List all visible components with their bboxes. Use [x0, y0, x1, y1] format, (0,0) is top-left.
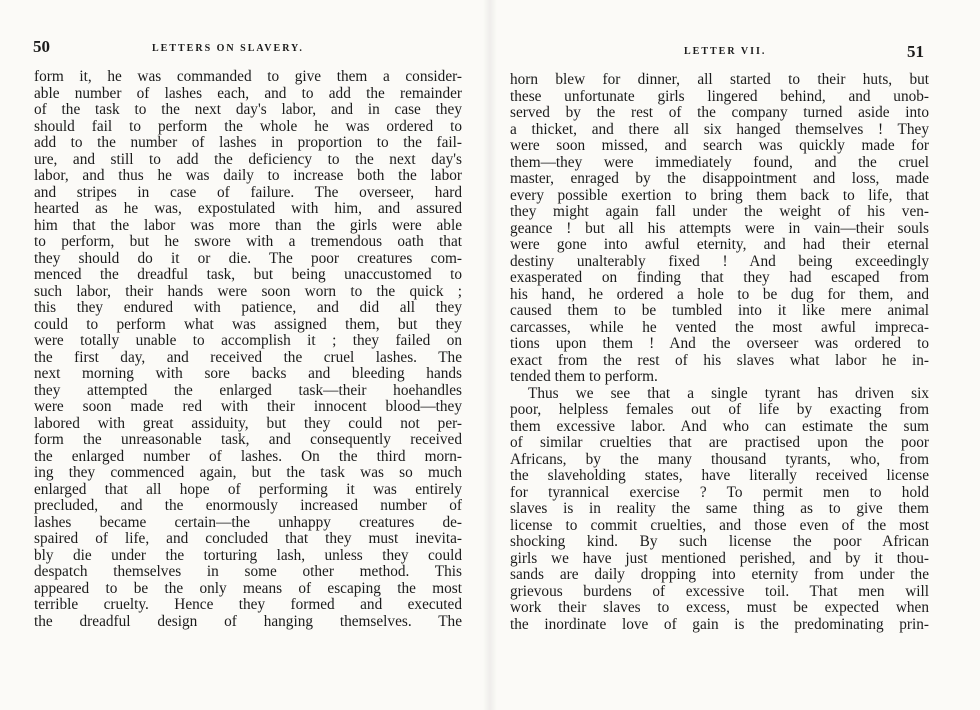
text-line: them excessive labor. And who can estimate the sum: [510, 417, 929, 435]
text-line: destiny unalterably fixed ! And being exceedingly: [510, 252, 929, 270]
text-line: poor, helpless females out of life by exacting from: [510, 401, 929, 418]
text-line: were gone into awful eternity, and had their eternal: [510, 236, 929, 253]
text-line: grievous burdens of excessive toil. That men will: [510, 582, 929, 600]
text-line: license to commit cruelties, and those even of the most: [510, 516, 929, 534]
text-line: served by the rest of the company turned aside into: [510, 104, 929, 121]
text-line: Africans, by the many thousand tyrants, who, from: [510, 450, 929, 468]
right-page-number: 51: [907, 42, 924, 61]
text-line: carcasses, while he vented the most awful impreca-: [510, 318, 929, 336]
text-line: able number of lashes each, and to add the remainder: [34, 84, 462, 102]
text-line: precluded, and the enormously increased number of: [34, 497, 462, 514]
text-line: menced the dreadful task, but being unaccustomed to: [34, 266, 462, 283]
text-line: the inordinate love of gain is the predominating prin-: [510, 615, 929, 633]
left-body-text: [34, 69, 462, 630]
text-line: work their slaves to excess, must be expected when: [510, 599, 929, 616]
right-running-head: LETTER VII.: [684, 46, 767, 57]
text-line: labored with great assiduity, but they could not per-: [34, 414, 462, 432]
text-line: lashes became certain—the unhappy creatures de-: [34, 513, 462, 531]
text-line: ure, and still to add the deficiency to the next day's: [34, 150, 462, 168]
text-line: this they endured with patience, and did all they: [34, 299, 462, 316]
text-line: labor, and thus he was daily to increase both the labor: [34, 167, 462, 184]
text-line: a thicket, and there all six hanged themselves ! They: [510, 120, 929, 138]
text-line: to perform, but he swore with a tremendous oath that: [34, 233, 462, 250]
text-line: appeared to be the only means of escaping the most: [34, 579, 462, 597]
right-body-text: [510, 72, 929, 633]
text-line: they should do it or die. The poor creatures com-: [34, 249, 462, 267]
text-line: they attempted the enlarged task—their hoehandles: [34, 381, 462, 399]
text-line: the dreadful design of hanging themselves. The: [34, 612, 462, 630]
text-line: them—they were immediately found, and the cruel: [510, 153, 929, 171]
text-line: the enlarged number of lashes. On the third morn-: [34, 447, 462, 465]
text-line: girls we have just mentioned perished, and by it thou-: [510, 549, 929, 567]
text-line: of similar cruelties that are practised upon the poor: [510, 434, 929, 451]
text-line: hearted as he was, expostulated with him, and assured: [34, 200, 462, 217]
text-line: ing they commenced again, but the task was so much: [34, 464, 462, 481]
text-line: form it, he was commanded to give them a consider-: [34, 68, 462, 85]
left-page-number: 50: [33, 37, 50, 56]
text-line: shocking kind. By such license the poor African: [510, 533, 929, 550]
text-line: form the unreasonable task, and consequently received: [34, 431, 462, 448]
text-line: slaves is in reality the same thing as to give them: [510, 500, 929, 517]
text-line: the slaveholding states, have literally received license: [510, 467, 929, 484]
text-line: tended them to perform.: [510, 368, 658, 385]
text-line: his hand, he ordered a hole to be dug for them, and: [510, 285, 929, 303]
text-line: exasperated on finding that they had escaped from: [510, 269, 929, 286]
text-line: master, enraged by the disappointment and loss, made: [510, 170, 929, 187]
text-line: next morning with sore backs and bleeding hands: [34, 365, 462, 382]
text-line: these unfortunate girls lingered behind, and unob-: [510, 87, 929, 105]
text-line: despatch themselves in some other method. This: [34, 563, 462, 580]
text-line: of the task to the next day's labor, and in case they: [34, 101, 462, 118]
text-line: were totally unable to accomplish it ; they failed on: [34, 332, 462, 349]
text-line: horn blew for dinner, all started to their huts, but: [510, 71, 929, 88]
text-line: exact from the rest of his slaves what labor he in-: [510, 351, 929, 369]
text-line: geance ! but all his attempts were in vain—their souls: [510, 219, 929, 237]
text-line: for tyrannical exercise ? To permit men to hold: [510, 483, 929, 501]
text-line: they might again fall under the weight of his ven-: [510, 203, 929, 220]
text-line: and stripes in case of failure. The overseer, hard: [34, 183, 462, 201]
text-line: caused them to be tumbled into it like mere animal: [510, 302, 929, 319]
text-line: could to perform what was assigned them, but they: [34, 315, 462, 333]
text-line: add to the number of lashes in proportion to the fail-: [34, 134, 462, 151]
text-line: were soon made red with their innocent blood—they: [34, 398, 462, 415]
text-line: such labor, their hands were soon worn to the quick ;: [34, 282, 462, 300]
text-line: were soon missed, and search was quickly made for: [510, 137, 929, 154]
text-line: every possible exertion to bring them back to life, that: [510, 186, 929, 204]
left-running-head: LETTERS ON SLAVERY.: [152, 43, 304, 54]
text-line: bly die under the torturing lash, unless they could: [34, 546, 462, 564]
text-line: should fail to perform the whole he was ordered to: [34, 117, 462, 135]
text-line: enlarged that all hope of performing it was entirely: [34, 480, 462, 498]
text-line: tions upon them ! And the overseer was ordered to: [510, 335, 929, 352]
text-line: sands are daily dropping into eternity from under the: [510, 566, 929, 583]
text-line: spaired of life, and concluded that they must inevita-: [34, 530, 462, 547]
text-line: the first day, and received the cruel lashes. The: [34, 348, 462, 366]
text-line: Thus we see that a single tyrant has driven six: [528, 384, 929, 402]
right-page: [490, 0, 980, 710]
text-line: terrible cruelty. Hence they formed and executed: [34, 596, 462, 613]
text-line: him that the labor was more than the girls were able: [34, 216, 462, 234]
